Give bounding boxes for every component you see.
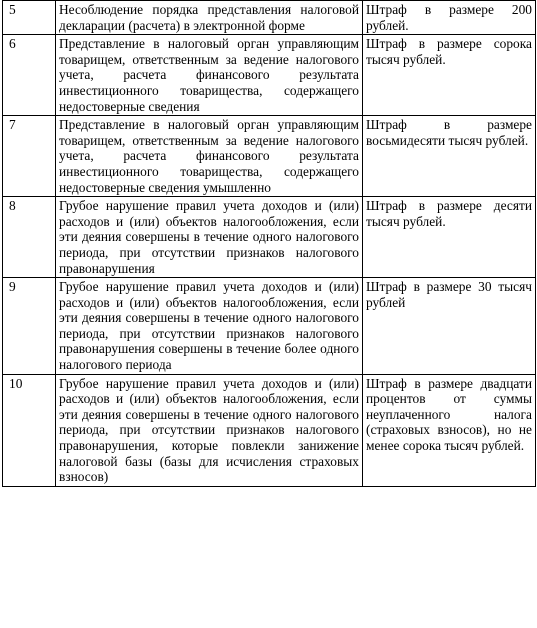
table-row [3, 197, 536, 278]
violation-description: Грубое нарушение правил учета доходов и (или) расходов и (или) объектов налогообложения, если эти деяния совершены в течение одного налогового периода, при отсутствии признаков налогового правонарушения [56, 197, 363, 278]
penalty-text: Штраф в размере 200 рублей. [363, 1, 536, 35]
penalty-text: Штраф в размере двадцати процентов от суммы неуплаченного налога (страховых взносов), но не менее сорока тысяч рублей. [363, 374, 536, 486]
table-row [3, 1, 536, 35]
table-row [3, 278, 536, 375]
penalties-table [2, 0, 536, 487]
row-number: 5 [3, 1, 56, 35]
table-row [3, 116, 536, 197]
violation-description: Грубое нарушение правил учета доходов и (или) расходов и (или) объектов налогообложения, если эти деяния совершены в течение одного налогового периода, при отсутствии признаков налогового правонарушения, которые повлекли занижение налоговой базы (базы для исчисления страховых взносов) [56, 374, 363, 486]
table-row [3, 374, 536, 486]
row-number: 6 [3, 35, 56, 116]
violation-description: Грубое нарушение правил учета доходов и (или) расходов и (или) объектов налогообложения, если эти деяния совершены в течение одного налогового периода, при отсутствии признаков налогового правонарушения совершены в течение более одного налогового периода [56, 278, 363, 375]
penalty-text: Штраф в размере сорока тысяч рублей. [363, 35, 536, 116]
violation-description: Представление в налоговый орган управляющим товарищем, ответственным за ведение налогового учета, расчета финансового результата инвестиционного товарищества, содержащего недостоверные сведения умышленно [56, 116, 363, 197]
table-row [3, 35, 536, 116]
penalty-text: Штраф в размере восьмидесяти тысяч рублей. [363, 116, 536, 197]
penalty-text: Штраф в размере десяти тысяч рублей. [363, 197, 536, 278]
violation-description: Представление в налоговый орган управляющим товарищем, ответственным за ведение налогового учета, расчета финансового результата инвестиционного товарищества, содержащего недостоверные сведения [56, 35, 363, 116]
row-number: 8 [3, 197, 56, 278]
row-number: 7 [3, 116, 56, 197]
row-number: 10 [3, 374, 56, 486]
penalty-text: Штраф в размере 30 тысяч рублей [363, 278, 536, 375]
row-number: 9 [3, 278, 56, 375]
violation-description: Несоблюдение порядка представления налоговой декларации (расчета) в электронной форме [56, 1, 363, 35]
